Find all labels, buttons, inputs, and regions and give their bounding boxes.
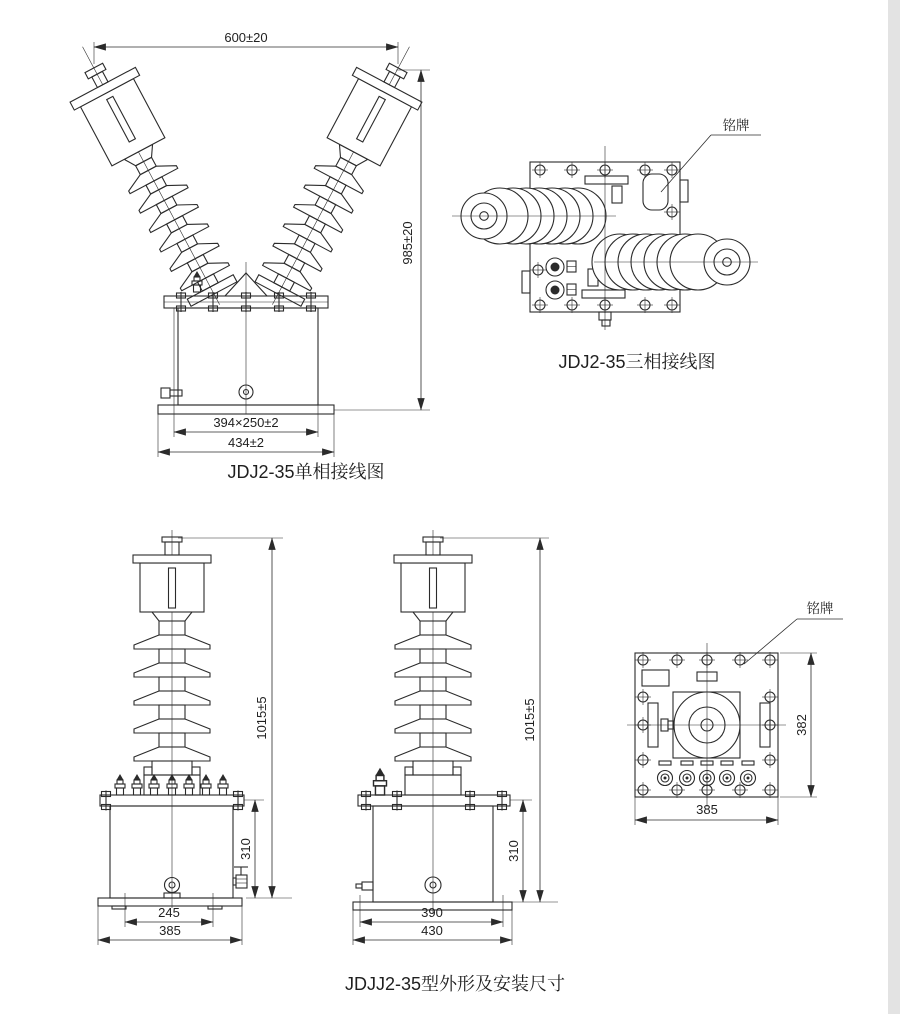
nameplate-label: 铭牌: [722, 118, 750, 133]
svg-text:1015±5: 1015±5: [254, 696, 269, 740]
right-insulator: [240, 29, 442, 322]
tank-flange: [358, 795, 510, 806]
dim-width-label: 600±20: [224, 30, 268, 45]
three-phase-caption: JDJ2-35三相接线图: [558, 352, 716, 372]
nameplate-outline: [642, 670, 669, 686]
nameplate-label: 铭牌: [806, 601, 834, 616]
svg-text:245: 245: [158, 905, 180, 920]
three-phase-drawing: [452, 117, 761, 372]
page-edge-shadow: [888, 0, 900, 1014]
svg-text:382: 382: [794, 714, 809, 736]
nameplate-outline: [643, 174, 668, 210]
dim-base-label: 434±2: [227, 435, 265, 450]
right-tab: [680, 180, 688, 202]
side-fitting: [362, 882, 373, 890]
svg-text:390: 390: [421, 905, 443, 920]
svg-text:430: 430: [421, 923, 443, 938]
left-tab: [522, 271, 530, 293]
apex-terminal-pin: [192, 271, 202, 292]
svg-text:1015±5: 1015±5: [522, 698, 537, 742]
single-phase-caption: JDJ2-35单相接线图: [227, 462, 385, 482]
single-phase-drawing: [50, 29, 442, 482]
dim-600: [94, 30, 398, 64]
dim-mount-label: 394×250±2: [213, 415, 279, 430]
dim-394x250: [174, 415, 318, 432]
left-insulator: [50, 29, 252, 322]
dim-310-v2: [506, 800, 532, 902]
drain-valve: [233, 867, 248, 888]
outline-view1: [98, 530, 292, 945]
outline-view2: [353, 530, 558, 945]
nameplate-callout: [744, 600, 843, 664]
svg-text:310: 310: [238, 838, 253, 860]
dim-385-top: [635, 797, 778, 825]
svg-text:310: 310: [506, 840, 521, 862]
hv-terminals: [546, 258, 576, 299]
svg-text:385: 385: [696, 802, 718, 817]
svg-text:385: 385: [159, 923, 181, 938]
tank-body: [110, 806, 233, 898]
nameplate-callout: [661, 117, 761, 192]
tank-front: [158, 262, 334, 437]
outline-top-view: [627, 600, 843, 825]
outline-caption: JDJJ2-35型外形及安装尺寸: [344, 974, 566, 994]
side-fitting: [161, 388, 170, 398]
dim-height-label: 985±20: [400, 221, 415, 265]
